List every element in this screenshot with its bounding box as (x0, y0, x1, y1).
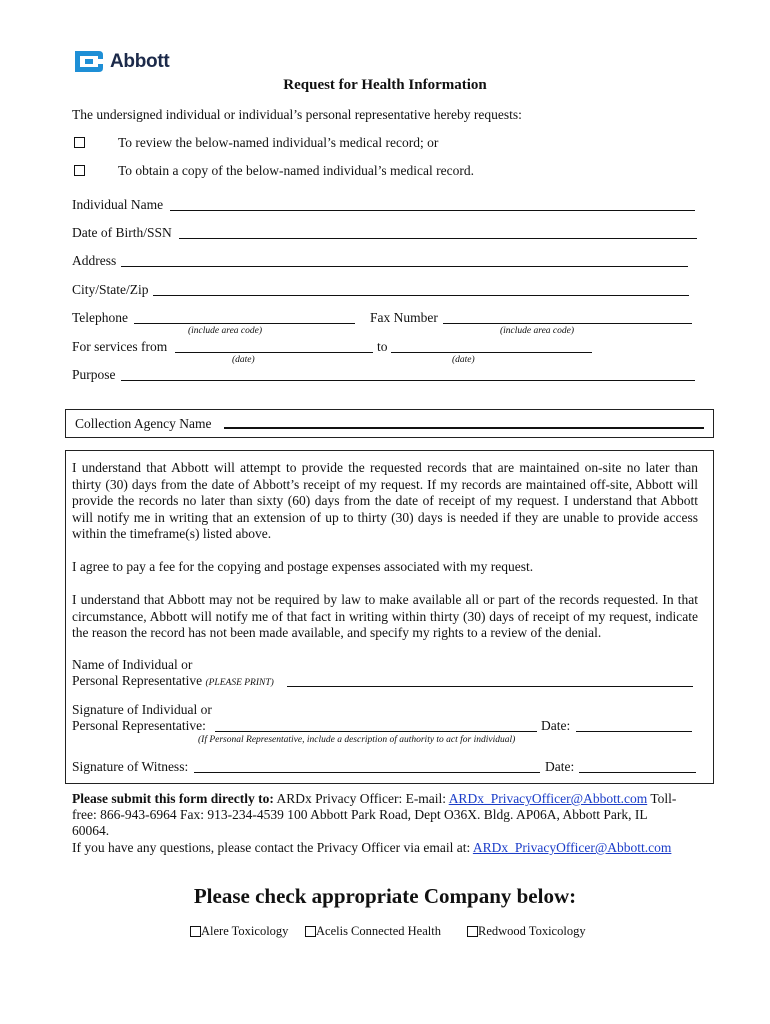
witness-signature-field[interactable] (194, 772, 540, 773)
purpose-field[interactable] (121, 380, 695, 381)
terms-paragraph-1: I understand that Abbott will attempt to provide the requested records that are maintained on-site no later than thirty (30) days from the date of Abbott’s receipt of my request. If my records are maintained off-site, Abbott will provide the records no later than sixty (60) days from the date of receipt of my request. I understand that Abbott will notify me in writing that an extension of up to thirty (30) days is needed if they are unable to provide access within the timeframe(s) listed above. (72, 460, 698, 541)
witness-label: Signature of Witness: (72, 759, 189, 774)
from-date-hint: (date) (232, 355, 255, 365)
privacy-email-link[interactable]: ARDx_PrivacyOfficer@Abbott.com (448, 791, 648, 806)
copy-option-label: To obtain a copy of the below-named individual’s medical record. (118, 163, 474, 178)
toll-text: Toll- (647, 791, 677, 806)
company-heading: Please check appropriate Company below: (193, 884, 577, 908)
name-label-text: Personal Representative (72, 673, 203, 688)
terms-paragraph-3: I understand that Abbott may not be required by law to make available all or part of the records requested. In that circumstance, Abbott will notify me of that fact in writing within thirty (30) days of receipt of my request, indicate the reason the record has not been made available, and specify my rights to a review of the denial. (72, 592, 698, 640)
signature-date-label: Date: (541, 718, 571, 733)
name-label-line1: Name of Individual or (72, 657, 193, 672)
witness-date-label: Date: (545, 759, 575, 774)
terms-paragraph-2: I agree to pay a fee for the copying and postage expenses associated with my request. (72, 559, 534, 574)
individual-name-label: Individual Name (72, 197, 164, 212)
review-option-label: To review the below-named individual’s medical record; or (118, 135, 439, 150)
redwood-label: Redwood Toxicology (478, 924, 586, 938)
form-title: Request for Health Information (283, 77, 487, 93)
redwood-checkbox[interactable] (467, 926, 478, 937)
individual-name-field[interactable] (170, 210, 695, 211)
telephone-hint: (include area code) (188, 326, 263, 336)
services-to-label: to (377, 339, 388, 354)
address-field[interactable] (121, 266, 688, 267)
collection-agency-field[interactable] (224, 427, 704, 429)
services-to-field[interactable] (391, 352, 592, 353)
company-redwood[interactable] (467, 924, 586, 939)
address-label: Address (72, 253, 117, 268)
company-acelis[interactable] (305, 924, 441, 939)
questions-text: If you have any questions, please contact the Privacy Officer via email at: (72, 840, 473, 855)
name-label-line2 (72, 673, 274, 689)
company-alere[interactable] (190, 924, 288, 939)
abbott-logo-text: Abbott (110, 50, 170, 72)
fax-field[interactable] (443, 323, 692, 324)
collection-agency-label: Collection Agency Name (75, 416, 212, 431)
submit-line-3: 60064. (72, 823, 110, 838)
signature-label-line2: Personal Representative: (72, 718, 206, 733)
signature-label-line1: Signature of Individual or (72, 702, 212, 717)
questions-email-link[interactable]: ARDx_PrivacyOfficer@Abbott.com (472, 840, 672, 855)
services-from-label: For services from (72, 339, 168, 354)
copy-option[interactable] (74, 163, 85, 179)
telephone-field[interactable] (134, 323, 355, 324)
signature-field[interactable] (215, 731, 537, 732)
please-print-note: (PLEASE PRINT) (205, 678, 274, 688)
services-from-field[interactable] (175, 352, 373, 353)
alere-label: Alere Toxicology (201, 924, 289, 938)
abbott-logo-icon (72, 48, 106, 75)
intro-text: The undersigned individual or individual’s personal representative hereby requests: (72, 107, 522, 122)
submit-line-1 (72, 791, 676, 807)
acelis-checkbox[interactable] (305, 926, 316, 937)
dob-field[interactable] (179, 238, 697, 239)
copy-checkbox[interactable] (74, 165, 85, 176)
submit-line-2: free: 866-943-6964 Fax: 913-234-4539 100 Abbott Park Road, Dept O36X. Bldg. AP06A, Abbott Park, IL (72, 807, 648, 822)
review-checkbox[interactable] (74, 137, 85, 148)
submit-heading: Please submit this form directly to: (72, 791, 274, 806)
alere-checkbox[interactable] (190, 926, 201, 937)
acelis-label: Acelis Connected Health (316, 924, 441, 938)
purpose-label: Purpose (72, 367, 116, 382)
signature-date-field[interactable] (576, 731, 692, 732)
abbott-logo (72, 48, 169, 75)
city-label: City/State/Zip (72, 282, 149, 297)
review-option[interactable] (74, 135, 85, 151)
dob-label: Date of Birth/SSN (72, 225, 172, 240)
printed-name-field[interactable] (287, 686, 693, 687)
city-field[interactable] (153, 295, 689, 296)
witness-date-field[interactable] (579, 772, 696, 773)
fax-hint: (include area code) (500, 326, 575, 336)
questions-line (72, 840, 671, 856)
representative-note: (If Personal Representative, include a description of authority to act for individual) (198, 735, 516, 745)
telephone-label: Telephone (72, 310, 129, 325)
fax-label: Fax Number (370, 310, 438, 325)
to-date-hint: (date) (452, 355, 475, 365)
submit-officer-text: ARDx Privacy Officer: E-mail: (273, 791, 449, 806)
